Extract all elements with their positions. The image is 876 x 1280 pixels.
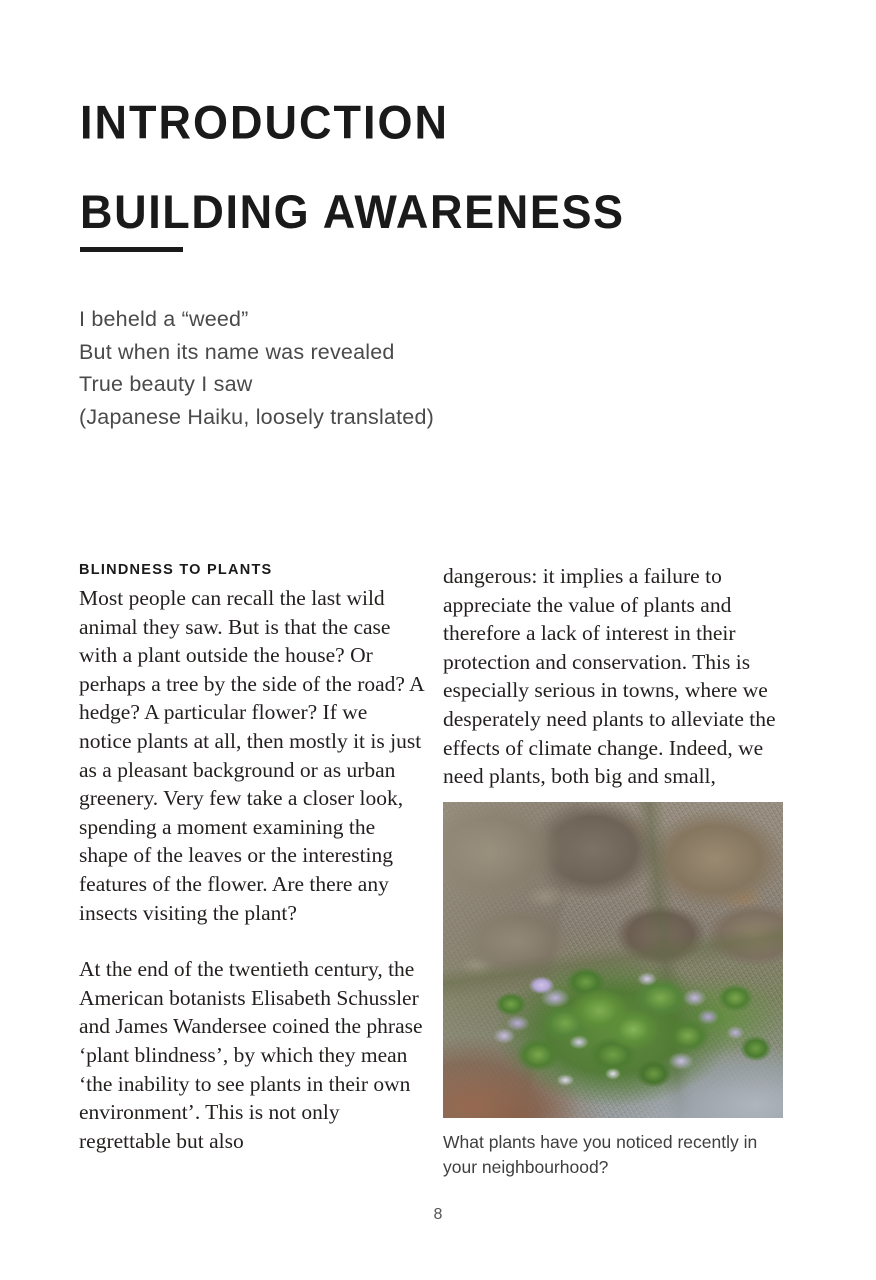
epigraph-line-3: True beauty I saw [79, 372, 253, 396]
epigraph-line-1: I beheld a “weed” [79, 307, 249, 331]
section-kicker-blindness-to-plants: BLINDNESS TO PLANTS [79, 562, 273, 578]
page-subtitle: BUILDING AWARENESS [80, 184, 625, 239]
page-title: INTRODUCTION [80, 94, 449, 149]
epigraph-haiku [79, 303, 579, 433]
body-paragraph: At the end of the twentieth century, the American botanists Elisabeth Schussler and James Wandersee coined the phrase ‘plant blindness’, by which they mean ‘the inability to see plants in their own environment’. This is not only regrettable but also [79, 957, 423, 1153]
body-paragraph: dangerous: it implies a failure to appreciate the value of plants and therefore a lack of interest in their protection and conservation. This is especially serious in towns, where we desperately need plants to alleviate the effects of climate change. Indeed, we need plants, both big and small, [443, 564, 776, 789]
epigraph-attribution: (Japanese Haiku, loosely translated) [79, 404, 434, 429]
text-column-left [79, 562, 424, 1155]
text-column-right [443, 562, 788, 791]
chapter-heading-block [80, 94, 780, 239]
body-paragraph: Most people can recall the last wild animal they saw. But is that the case with a plant outside the house? Or perhaps a tree by the side of the road? A hedge? A particular flower? If we notice plants at all, then mostly it is just as a pleasant background or as urban greenery. Very few take a closer look, spending a moment examining the shape of the leaves or the interesting features of the flower. Are there any insects visiting the plant? [79, 586, 424, 925]
epigraph-line-2: But when its name was revealed [79, 339, 395, 364]
figure-image-frame [443, 802, 783, 1118]
violets-growing-between-cobblestones-photo [443, 802, 783, 1118]
figure-caption: What plants have you noticed recently in your neighbourhood? [443, 1132, 758, 1177]
heading-rule-divider [80, 247, 183, 252]
page-number: 8 [433, 1206, 443, 1223]
